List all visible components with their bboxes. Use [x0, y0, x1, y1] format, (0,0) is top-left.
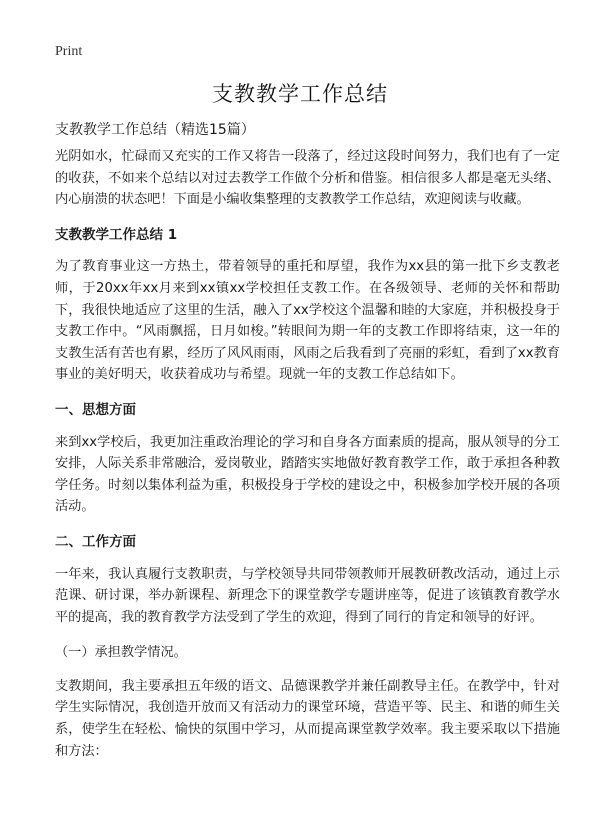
heading-thought: 一、思想方面 [55, 401, 136, 418]
teaching-paragraph: 支教期间，我主要承担五年级的语文、品德课教学并兼任副教导主任。在教学中，针对学生实际情况，我创造开放而又有活动力的课堂环境，营造平等、民主、和谐的师生关系，使学生在轻松、愉快的氛围中学习，从而提高课堂教学效率。我主要采取以下措施和方法： [55, 678, 560, 759]
section-heading-1: 支教教学工作总结 1 [55, 226, 178, 243]
print-link[interactable]: Print [55, 44, 83, 59]
thought-paragraph: 来到xx学校后，我更加注重政治理论的学习和自身各方面素质的提高，服从领导的分工安排，人际关系非常融洽，爱岗敬业，踏踏实实地做好教育教学工作，敢于承担各种教学任务。时刻以集体利益为重，积极投身于学校的建设之中，积极参加学校开展的各项活动。 [55, 434, 560, 515]
page-title: 支教教学工作总结 [212, 82, 388, 106]
sub-heading-teaching: （一）承担教学情况。 [55, 645, 187, 661]
intro-paragraph: 光阴如水，忙碌而又充实的工作又将告一段落了，经过这段时间努力，我们也有了一定的收获，不如来个总结以对过去教学工作做个分析和借鉴。相信很多人都是毫无头绪、内心崩溃的状态吧！下面是小编收集整理的支教教学工作总结，欢迎阅读与收藏。 [55, 149, 560, 208]
heading-work: 二、工作方面 [55, 533, 136, 550]
document-subtitle: 支教教学工作总结（精选15篇） [55, 122, 255, 138]
work-paragraph: 一年来，我认真履行支教职责，与学校领导共同带领教师开展教研教改活动，通过上示范课、研讨课，举办新课程、新理念下的课堂教学专题讲座等，促进了该镇教育教学水平的提高，我的教育教学方法受到了学生的欢迎，得到了同行的肯定和领导的好评。 [55, 566, 560, 625]
document-body [55, 146, 560, 776]
section1-paragraph: 为了教育事业这一方热土，带着领导的重托和厚望，我作为xx县的第一批下乡支教老师，于20xx年xx月来到xx镇xx学校担任支教工作。在各级领导、老师的关怀和帮助下，我很快地适应了这里的生活，融入了xx学校这个温馨和睦的大家庭，并积极投身于支教工作中。“风雨飘摇，日月如梭。”转眼间为期一年的支教工作即将结束，这一年的支教生活有苦也有累，经历了风风雨雨，风雨之后我看到了亮丽的彩虹，看到了xx教育事业的美好明天，收获着成功与希望。现就一年的支教工作总结如下。 [55, 259, 560, 383]
